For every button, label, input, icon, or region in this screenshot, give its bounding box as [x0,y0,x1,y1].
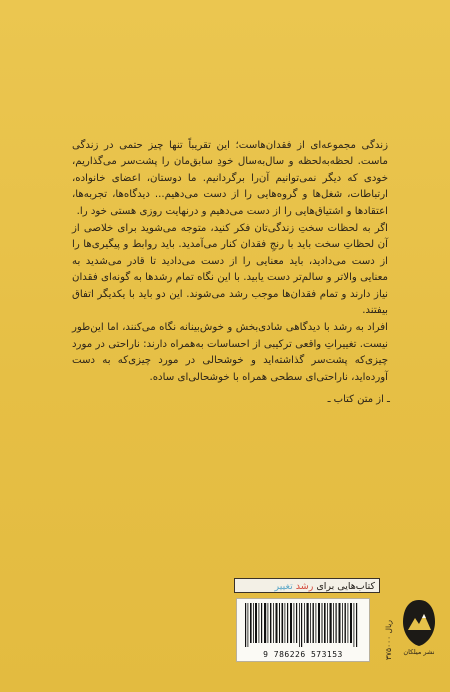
blurb-attribution: ـ از متن کتاب ـ [327,394,390,405]
publisher-name: نشر میلکان [403,648,435,656]
isbn-number: 9 786226 573153 [263,650,343,659]
series-prefix: کتاب‌هایی برای [313,581,375,592]
series-word-growth: رشد [295,581,314,592]
barcode-icon [243,603,363,647]
series-banner [234,578,380,593]
series-word-change: تغییر [274,581,293,592]
price-label: ۳۷۵۰۰۰ ریال [384,619,393,660]
blurb-paragraph-3: افراد به رشد با دیدگاهی شادی‌بخش و خوش‌بینانه نگاه می‌کنند، اما این‌طور نیست. تغییراتِ واقعی ترکیبی از احساسات به‌همراه دارند: ناراحتی در مورد چیزی‌که پشت‌سر گذاشته‌اید و خوشحالی در مورد چیزی‌که به دست آورده‌اید، ناراحتی‌ای سطحی همراه با خوشحالی‌ای ساده. [72,322,388,383]
mountain-logo-icon [400,596,438,648]
blurb-paragraph-2: اگر به لحظات سختِ زندگی‌تان فکر کنید، متوجه می‌شوید برای خلاصی از آن لحظاتِ سخت باید با رنجِ فقدان کنار می‌آمدید. باید روابط و پیگیری‌ها را از دست می‌دادید، باید معنایی را از دست می‌دادید تا قادر می‌شدید به معنایی والاتر و سالم‌تر دست یابید. با این نگاه تمام رشدها به گونه‌ای فقدان نیاز دارند و تمام فقدان‌ها موجب رشد می‌شوند. این دو باید با یکدیگر اتفاق بیفتند. [72,223,388,317]
isbn-barcode [236,598,370,662]
publisher-logo [400,596,438,648]
blurb-text [72,138,388,387]
blurb-paragraph-1: زندگی مجموعه‌ای از فقدان‌هاست؛ این تقریباً تنها چیز حتمی در زندگی ماست. لحظه‌به‌لحظه و سال‌به‌سال خودِ سابق‌مان را پشت‌سر می‌گذاریم، خودی که دیگر نمی‌توانیم آن‌را برگردانیم. ما دوستان، اعضای خانواده، ارتباطات، شغل‌ها و گروه‌هایی را از دست می‌دهیم... دیدگاه‌ها، تجربه‌ها، اعتقادها و اشتیاق‌هایی را از دست می‌دهیم و درنهایت روزی هستی خود را. [72,140,388,217]
